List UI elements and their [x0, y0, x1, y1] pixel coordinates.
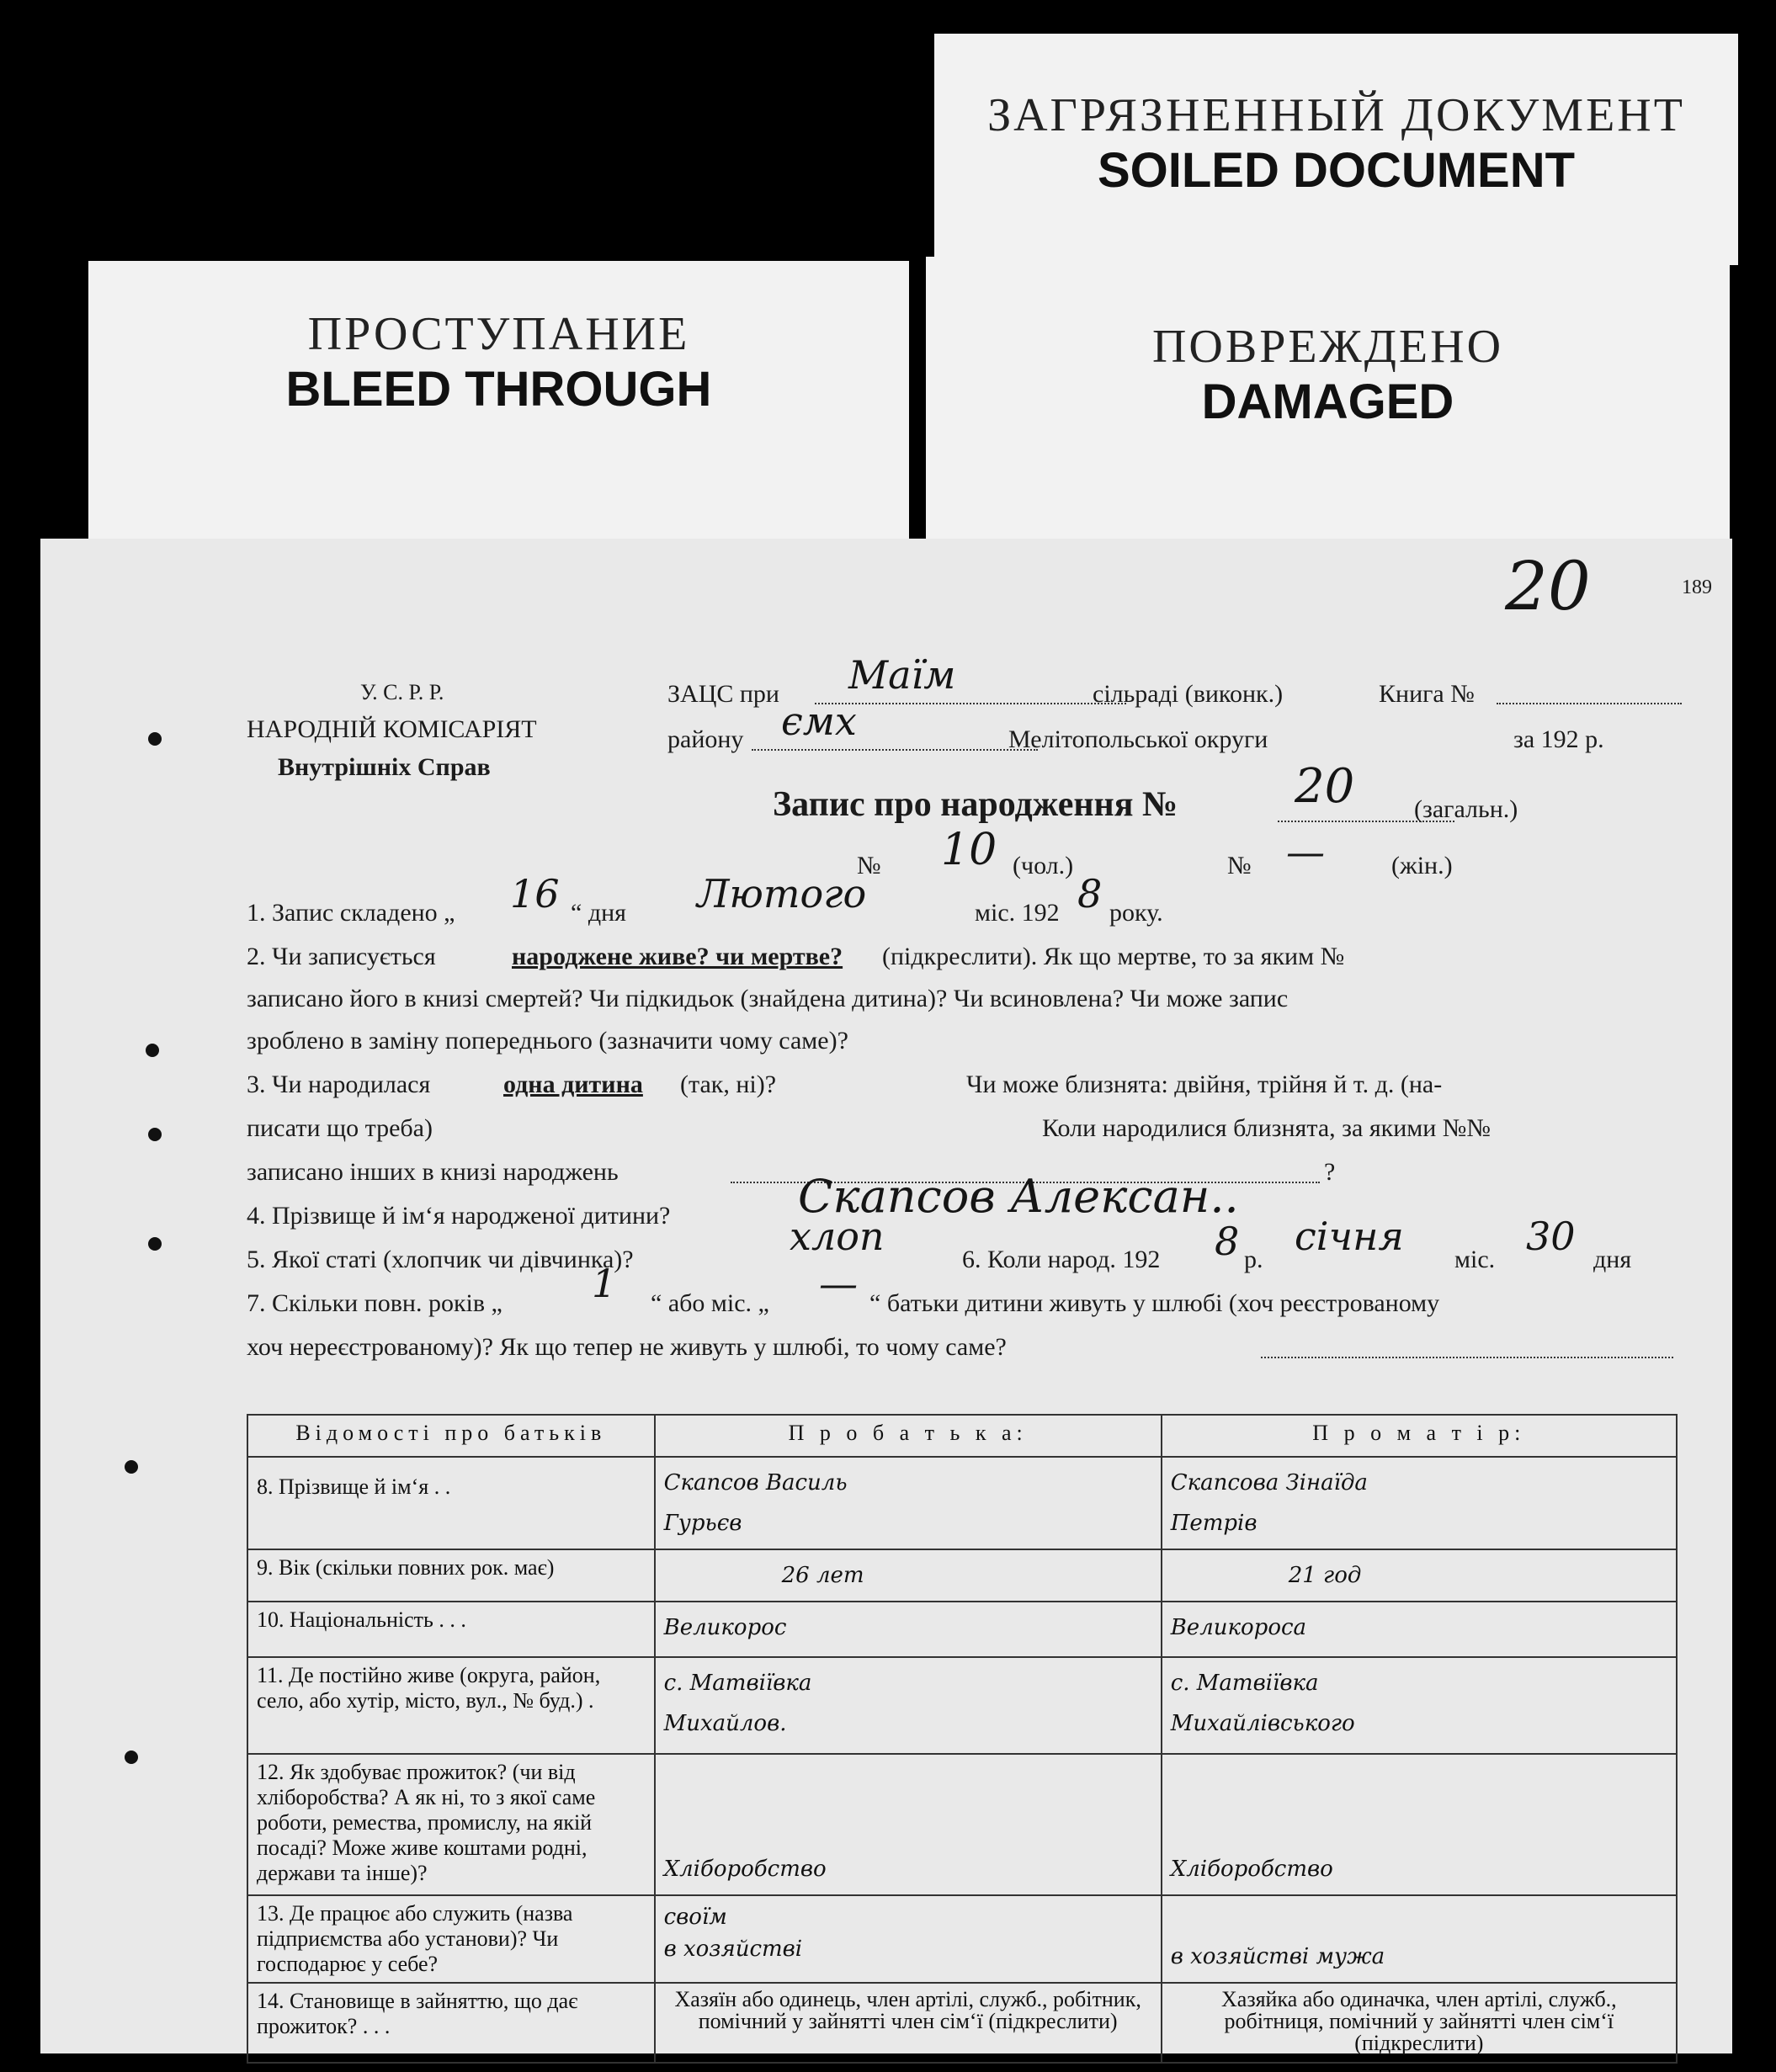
zags-prefix: ЗАЦС при — [667, 680, 779, 708]
table-header-row — [247, 1415, 1677, 1457]
table-row — [247, 1754, 1677, 1895]
bleed-ru: ПРОСТУПАНИЕ — [307, 308, 690, 360]
q6-mis: міс. — [1454, 1246, 1496, 1273]
q3-g: записано інших в книзі народжень — [247, 1158, 619, 1186]
table-row — [247, 1983, 1677, 2063]
damaged-ru: ПОВРЕЖДЕНО — [1151, 321, 1504, 373]
page-number: 20 — [1505, 547, 1591, 625]
mother-workplace: в хозяйстві мужа — [1162, 1895, 1677, 1983]
book-label: Книга № — [1379, 680, 1475, 708]
table-row — [247, 1457, 1677, 1549]
q6-r: р. — [1244, 1246, 1263, 1273]
ministry-dept: Внутрішніх Справ — [278, 753, 491, 781]
binding-hole — [125, 1460, 138, 1474]
q7-c: “ батьки дитини живуть у шлюбі (хоч реєстрованому — [869, 1289, 1440, 1317]
father-livelihood: Хліборобство — [655, 1754, 1162, 1895]
row-label: 10. Національність . . . — [247, 1602, 655, 1657]
q2-a: 2. Чи записується — [247, 943, 436, 970]
record-number-total: 20 — [1295, 759, 1355, 814]
father-nationality: Великорос — [655, 1602, 1162, 1657]
village-name: Маїм — [848, 652, 956, 698]
q5-label: 5. Якої статі (хлопчик чи дівчинка)? — [247, 1246, 634, 1273]
q6-dnya: дня — [1593, 1246, 1632, 1273]
q1-day: 16 — [510, 871, 560, 916]
male-no-label: № — [857, 852, 881, 879]
table-row — [247, 1657, 1677, 1754]
soiled-en: SOILED DOCUMENT — [1097, 143, 1576, 198]
q1-roku: року. — [1109, 899, 1163, 927]
table-row — [247, 1549, 1677, 1602]
father-workplace: своїм в хозяйстві — [655, 1895, 1162, 1983]
row-label: 12. Як здобуває прожиток? (чи від хліборобства? А як ні, то з якої саме роботи, ремества, промислу, на якій посаді? Може живе коштами родні, держави та інше)? — [247, 1754, 655, 1895]
marriage-months: — — [819, 1261, 858, 1306]
form-title: Запис про народження № — [773, 785, 1178, 824]
birth-year-digit: 8 — [1215, 1219, 1240, 1264]
ministry: НАРОДНІЙ КОМІСАРІЯТ — [247, 715, 537, 743]
birth-day: 30 — [1526, 1214, 1576, 1259]
birth-record-form — [40, 539, 1732, 2053]
total-suffix: (загальн.) — [1414, 795, 1518, 823]
binding-hole — [148, 1237, 162, 1251]
q6-label: 6. Коли народ. 192 — [962, 1246, 1161, 1273]
damaged-en: DAMAGED — [1201, 375, 1454, 429]
child-name: Скапсов Алексан.. — [798, 1170, 1239, 1223]
female-suffix: (жін.) — [1391, 852, 1453, 879]
q3-a: 3. Чи народилася — [247, 1071, 431, 1098]
header-mother: П р о м а т і р: — [1162, 1415, 1677, 1457]
father-occupation-status: Хазяїн або одинець, член артілі, служб., робітник, помічний у зайнятті член сім‘ї (підкреслити) — [655, 1983, 1162, 2063]
year-label: за 192 р. — [1513, 725, 1604, 753]
child-sex: хлоп — [790, 1214, 885, 1259]
row-label: 14. Становище в зайняттю, що дає прожиток? . . . — [247, 1983, 655, 2063]
mother-nationality: Великороса — [1162, 1602, 1677, 1657]
row-label: 13. Де працює або служить (назва підприємства або установи)? Чи господарює у себе? — [247, 1895, 655, 1983]
republic: У. С. Р. Р. — [360, 680, 444, 704]
district-prefix: району — [667, 725, 744, 753]
binding-hole — [148, 1128, 162, 1141]
district-name: ємх — [781, 699, 857, 744]
mother-residence: с. Матвіївка Михайлівського — [1162, 1657, 1677, 1754]
archive-number: 189 — [1682, 576, 1712, 598]
mother-occupation-status: Хазяйка або одиначка, член артілі, служб., робітниця, помічний у зайнятті член сім‘ї (підкреслити) — [1162, 1983, 1677, 2063]
q3-e: писати що треба) — [247, 1114, 433, 1142]
male-number: 10 — [941, 825, 997, 875]
father-age: 26 лет — [655, 1549, 1162, 1602]
row-label: 8. Прізвище й ім‘я . . — [247, 1457, 655, 1549]
fill-line — [815, 703, 1126, 704]
q3-q: ? — [1324, 1158, 1336, 1186]
parents-table — [247, 1414, 1678, 2064]
q3-f: Коли народилися близнята, за якими №№ — [1042, 1114, 1492, 1142]
binding-hole — [148, 732, 162, 746]
q1-mis: міс. 192 — [975, 899, 1060, 927]
q7-a: 7. Скільки повн. років „ — [247, 1289, 502, 1317]
mother-name: Скапсова Зінаїда Петрів — [1162, 1457, 1677, 1549]
q1-year-digit: 8 — [1077, 871, 1103, 916]
row-label: 9. Вік (скільки повних рок. має) — [247, 1549, 655, 1602]
father-residence: с. Матвіївка Михайлов. — [655, 1657, 1162, 1754]
q2-c: (підкреслити). Як що мертве, то за яким № — [882, 943, 1345, 970]
soiled-document-label — [934, 34, 1738, 265]
binding-hole — [125, 1751, 138, 1764]
table-row — [247, 1895, 1677, 1983]
female-number: — — [1286, 829, 1325, 874]
fill-line — [752, 749, 1038, 751]
okrug-label: Мелітопольської округи — [1008, 725, 1268, 753]
table-row — [247, 1602, 1677, 1657]
damaged-label — [926, 257, 1730, 547]
mother-age: 21 год — [1162, 1549, 1677, 1602]
fill-line — [1261, 1357, 1673, 1358]
male-suffix: (чол.) — [1013, 852, 1074, 879]
q3-d: Чи може близнята: двійня, трійня й т. д. (на- — [966, 1071, 1443, 1098]
female-no-label: № — [1227, 852, 1252, 879]
q2-line3: зроблено в заміну попереднього (зазначити чому саме)? — [247, 1027, 848, 1055]
header-father: П р о б а т ь к а: — [655, 1415, 1162, 1457]
q3-b: одна дитина — [503, 1071, 643, 1098]
row-label: 11. Де постійно живе (округа, район, село, або хутір, місто, вул., № буд.) . — [247, 1657, 655, 1754]
bleed-en: BLEED THROUGH — [285, 362, 712, 417]
q2-b: народжене живе? чи мертве? — [512, 943, 843, 970]
birth-month: січня — [1295, 1214, 1404, 1259]
q4-label: 4. Прізвище й ім‘я народженої дитини? — [247, 1202, 671, 1230]
q1-month: Лютого — [697, 871, 867, 916]
q1-label: 1. Запис складено „ — [247, 899, 455, 927]
header-parents-info: Відомості про батьків — [247, 1415, 655, 1457]
q3-c: (так, ні)? — [680, 1071, 777, 1098]
q1-dnya: “ дня — [571, 899, 626, 927]
bleed-through-label — [88, 261, 909, 551]
q7-b: “ або міс. „ — [651, 1289, 769, 1317]
fill-line — [1497, 703, 1682, 704]
father-name: Скапсов Василь Гурьєв — [655, 1457, 1162, 1549]
mother-livelihood: Хліборобство — [1162, 1754, 1677, 1895]
marriage-years: 1 — [592, 1261, 617, 1306]
council-label: сільраді (виконк.) — [1093, 680, 1284, 708]
q2-line2: записано його в книзі смертей? Чи підкидьок (знайдена дитина)? Чи всиновлена? Чи може запис — [247, 985, 1289, 1012]
soiled-ru: ЗАГРЯЗНЕННЫЙ ДОКУМЕНТ — [987, 89, 1685, 141]
q7-line2: хоч нереєстрованому)? Як що тепер не живуть у шлюбі, то чому саме? — [247, 1333, 1007, 1361]
binding-hole — [146, 1044, 159, 1057]
